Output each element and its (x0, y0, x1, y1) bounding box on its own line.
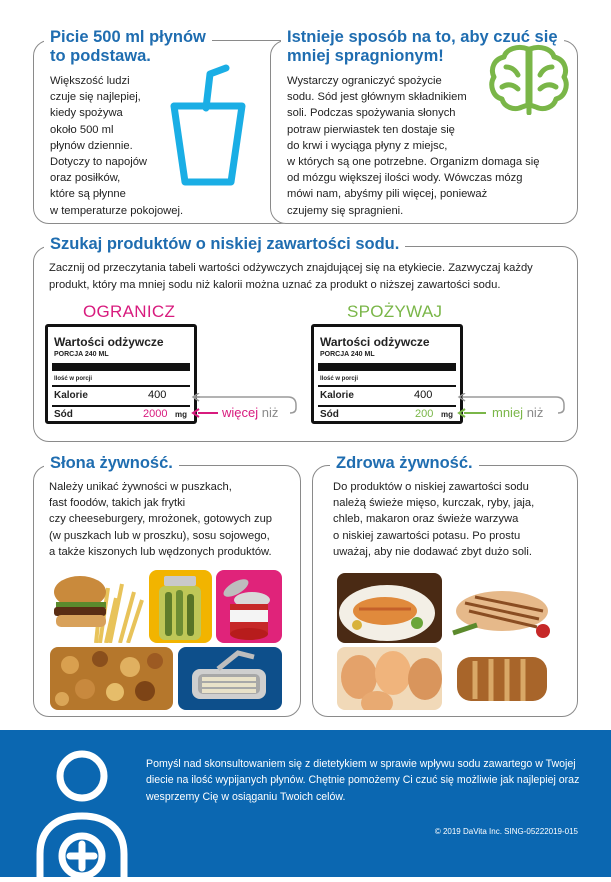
nutrition-label-consume (311, 324, 463, 424)
snack-mix-photo (50, 647, 173, 710)
divider (318, 405, 456, 407)
healthy-food-title: Zdrowa żywność. (330, 454, 479, 473)
low-sodium-title: Szukaj produktów o niskiej zawartości sodu. (44, 235, 405, 254)
divider (318, 385, 456, 387)
divider (52, 405, 190, 407)
amount-per-serving: Ilość w porcji (54, 376, 93, 382)
low-sodium-body: Zacznij od przeczytania tabeli wartości odżywczych znajdującej się na etykiecie. Zazwyczaj każdy produkt, który ma mniej sodu niż kalorii można uznać za produkt o niższej zawartości sodu. (49, 262, 533, 291)
sodium-value: 2000 (143, 408, 168, 420)
sardine-can-photo (178, 647, 282, 710)
calories-label: Kalorie (54, 390, 88, 401)
sodium-unit: mg (441, 410, 453, 419)
salty-food-title: Słona żywność. (44, 454, 179, 473)
pickles-jar-photo (149, 570, 212, 643)
fluid-card-title (44, 28, 212, 66)
healthy-food-body: Do produktów o niskiej zawartości sodu należą świeże mięso, kurczak, ryby, jaja, chleb, makaron oraz świeże warzywa o niskiej zawartości potasu. Po prostu uważaj, aby nie dodawać zbyt dużo soli. (333, 481, 535, 558)
nutrition-title: Wartości odżywcze (320, 335, 430, 349)
serving-size: PORCJA 240 ML (54, 351, 109, 358)
grilled-chicken-photo (447, 573, 558, 643)
divider-bar (318, 363, 456, 371)
less-than-text (492, 405, 543, 420)
serving-size: PORCJA 240 ML (320, 351, 375, 358)
divider-bar (52, 363, 190, 371)
calories-label: Kalorie (320, 390, 354, 401)
more-than-text (222, 405, 278, 420)
bread-photo (447, 647, 558, 710)
limit-label: OGRANICZ (83, 302, 176, 321)
than-word: niż (526, 405, 544, 420)
sodium-value: 200 (415, 408, 434, 420)
nutrition-title: Wartości odżywcze (54, 335, 164, 349)
thirst-title-line2: mniej spragnionym! (287, 47, 444, 65)
sodium-label: Sód (54, 409, 73, 420)
nutrition-label-limit (45, 324, 197, 424)
calories-value: 400 (148, 389, 167, 401)
copyright: © 2019 DaVita Inc. SING-05222019-015 (434, 827, 578, 836)
footer-message: Pomyśl nad skonsultowaniem się z dietetykiem w sprawie wpływu sodu zawartego w Twojej diecie na ilość wypijanych płynów. Chętnie pomożemy Ci czuć się możliwie jak najlepiej oraz wesprzemy Cię w osiąganiu Twoich celów. (146, 758, 580, 803)
eggs-photo (337, 647, 442, 710)
fish-dish-photo (337, 573, 442, 643)
canned-food-photo (216, 570, 282, 643)
salty-food-body: Należy unikać żywności w puszkach, fast foodów, takich jak frytki czy cheeseburgery, mrożonek, gotowych zup (w puszkach lub w proszku), sosu sojowego, a także kiszonych lub wędzonych produktów. (49, 481, 273, 558)
fluid-title-line2: to podstawa. (50, 47, 151, 65)
fluid-title-line1: Picie 500 ml płynów (50, 28, 206, 46)
person-plus-icon (32, 744, 132, 877)
fluid-body: Większość ludzi czuje się najlepiej, kiedy spożywa około 500 ml płynów dziennie. Dotyczy to napojów oraz posiłków, które są płynne w temperaturze pokojowej. (50, 75, 184, 217)
sodium-label: Sód (320, 409, 339, 420)
consume-label: SPOŻYWAJ (347, 302, 443, 321)
amount-per-serving: Ilość w porcji (320, 376, 359, 382)
less-word: mniej (492, 405, 524, 420)
burger-fries-photo (50, 570, 145, 643)
footer-banner (0, 730, 611, 877)
sodium-unit: mg (175, 410, 187, 419)
divider (52, 385, 190, 387)
thirst-title-line1: Istnieje sposób na to, aby czuć się (287, 28, 558, 46)
more-word: więcej (222, 405, 259, 420)
than-word: niż (261, 405, 279, 420)
calories-value: 400 (414, 389, 433, 401)
drink-cup-icon (168, 64, 248, 188)
thirst-body: Wystarczy ograniczyć spożycie sodu. Sód jest głównym składnikiem soli. Podczas spożywania słonych potraw pierwiastek ten dostaje się do krwi i wyciąga płyny z miejsc, w których są one potrzebne. Organizm domaga się od mózgu większej ilości wody. Wówczas mózg mówi nam, abyśmy pili więcej, ponieważ czujemy się spragnieni. (287, 75, 540, 217)
